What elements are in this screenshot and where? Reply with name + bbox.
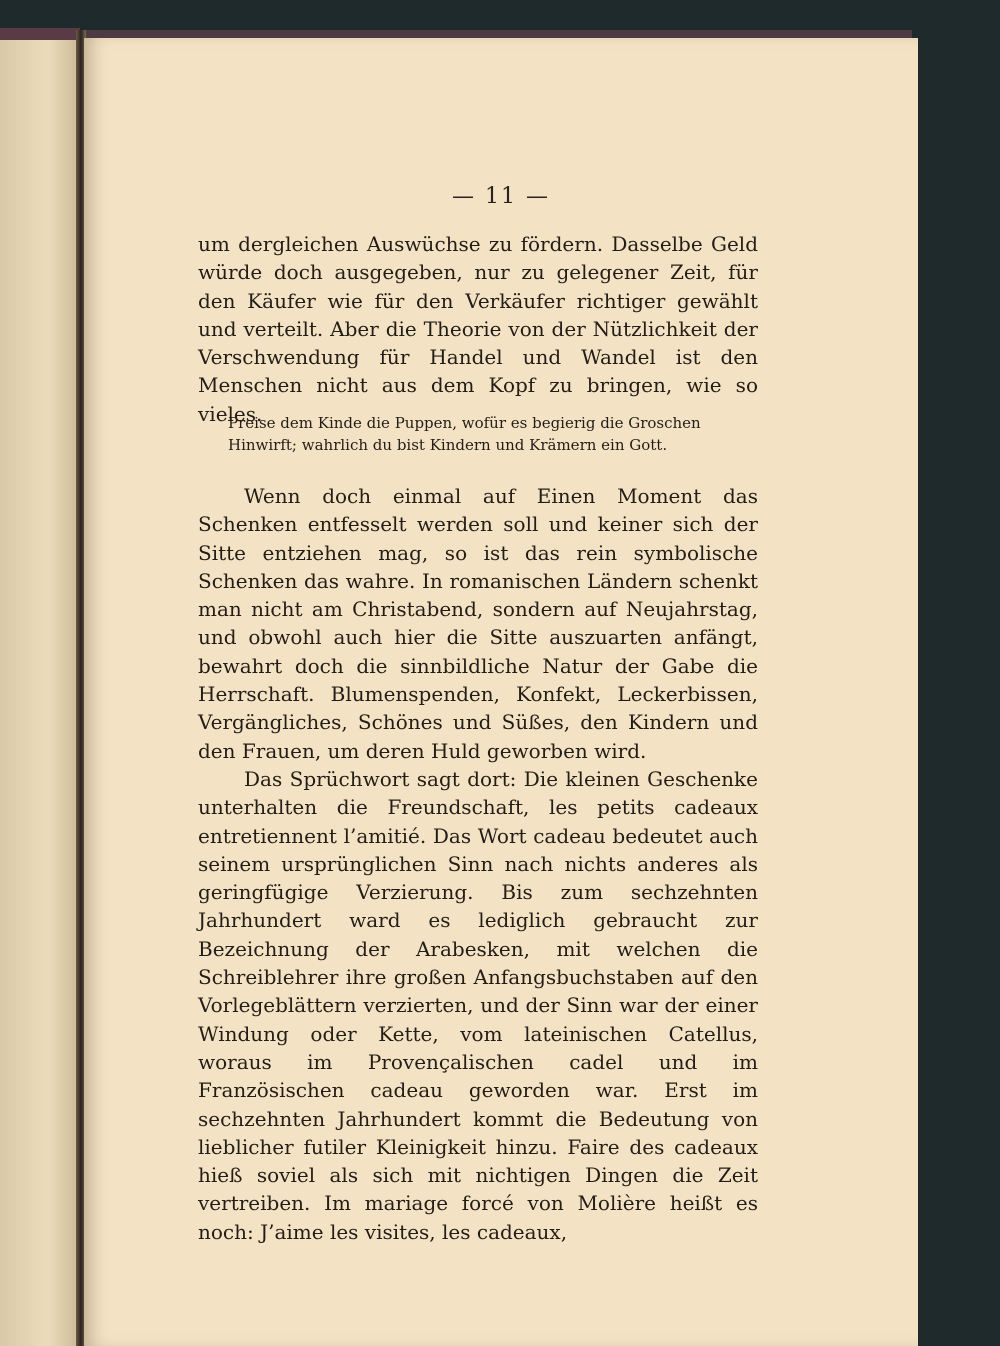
book-page (84, 38, 918, 1346)
paragraph-2 (198, 482, 758, 1246)
paragraph-1 (198, 230, 758, 428)
page-number: — 11 — (452, 184, 550, 209)
left-page-edge (0, 40, 80, 1346)
paragraph-text: um dergleichen Auswüchse zu fördern. Dasselbe Geld würde doch ausgegeben, nur zu gelegener Zeit, für den Käufer wie für den Verkäufer richtiger gewählt und verteilt. Aber die Theorie von der Nützlichkeit der Verschwendung für Handel und Wandel ist den Menschen nicht aus dem Kopf zu bringen, wie so vieles. (198, 232, 758, 426)
paragraph-text: Wenn doch einmal auf Einen Moment das Schenken entfesselt werden soll und keiner sich der Sitte entziehen mag, so ist das rein symbolische Schenken das wahre. In romanischen Ländern schenkt man nicht am Christabend, sondern auf Neujahrstag, und obwohl auch hier die Sitte auszuarten anfängt, bewahrt doch die sinnbildliche Natur der Gabe die Herrschaft. Blumenspenden, Konfekt, Leckerbissen, Vergängliches, Schönes und Süßes, den Kindern und den Frauen, um deren Huld geworben wird. (198, 484, 758, 763)
verse-quote (228, 412, 758, 456)
quote-text: Preise dem Kinde die Puppen, wofür es begierig die Groschen Hinwirft; wahrlich du bist Kindern und Krämern ein Gott. (228, 414, 701, 454)
paragraph-3: Das Sprüchwort sagt dort: Die kleinen Geschenke unterhalten die Freundschaft, les petits cadeaux entretiennent l’amitié. Das Wort cadeau bedeutet auch seinem ursprünglichen Sinn nach nichts anderes als geringfügige Verzierung. Bis zum sechzehnten Jahrhundert ward es lediglich gebraucht zur Bezeichnung der Arabesken, mit welchen die Schreiblehrer ihre großen Anfangsbuchstaben auf den Vorlegeblättern verzierten, und der Sinn war der einer Windung oder Kette, vom lateinischen Catellus, woraus im Provençalischen cadel und im Französischen cadeau geworden war. Erst im sechzehnten Jahrhundert kommt die Bedeutung von lieblicher futiler Kleinigkeit hinzu. Faire des cadeaux hieß soviel als sich mit nichtigen Dingen die Zeit vertreiben. Im mariage forcé von Molière heißt es noch: J’aime les visites, les cadeaux, (198, 766, 758, 1244)
